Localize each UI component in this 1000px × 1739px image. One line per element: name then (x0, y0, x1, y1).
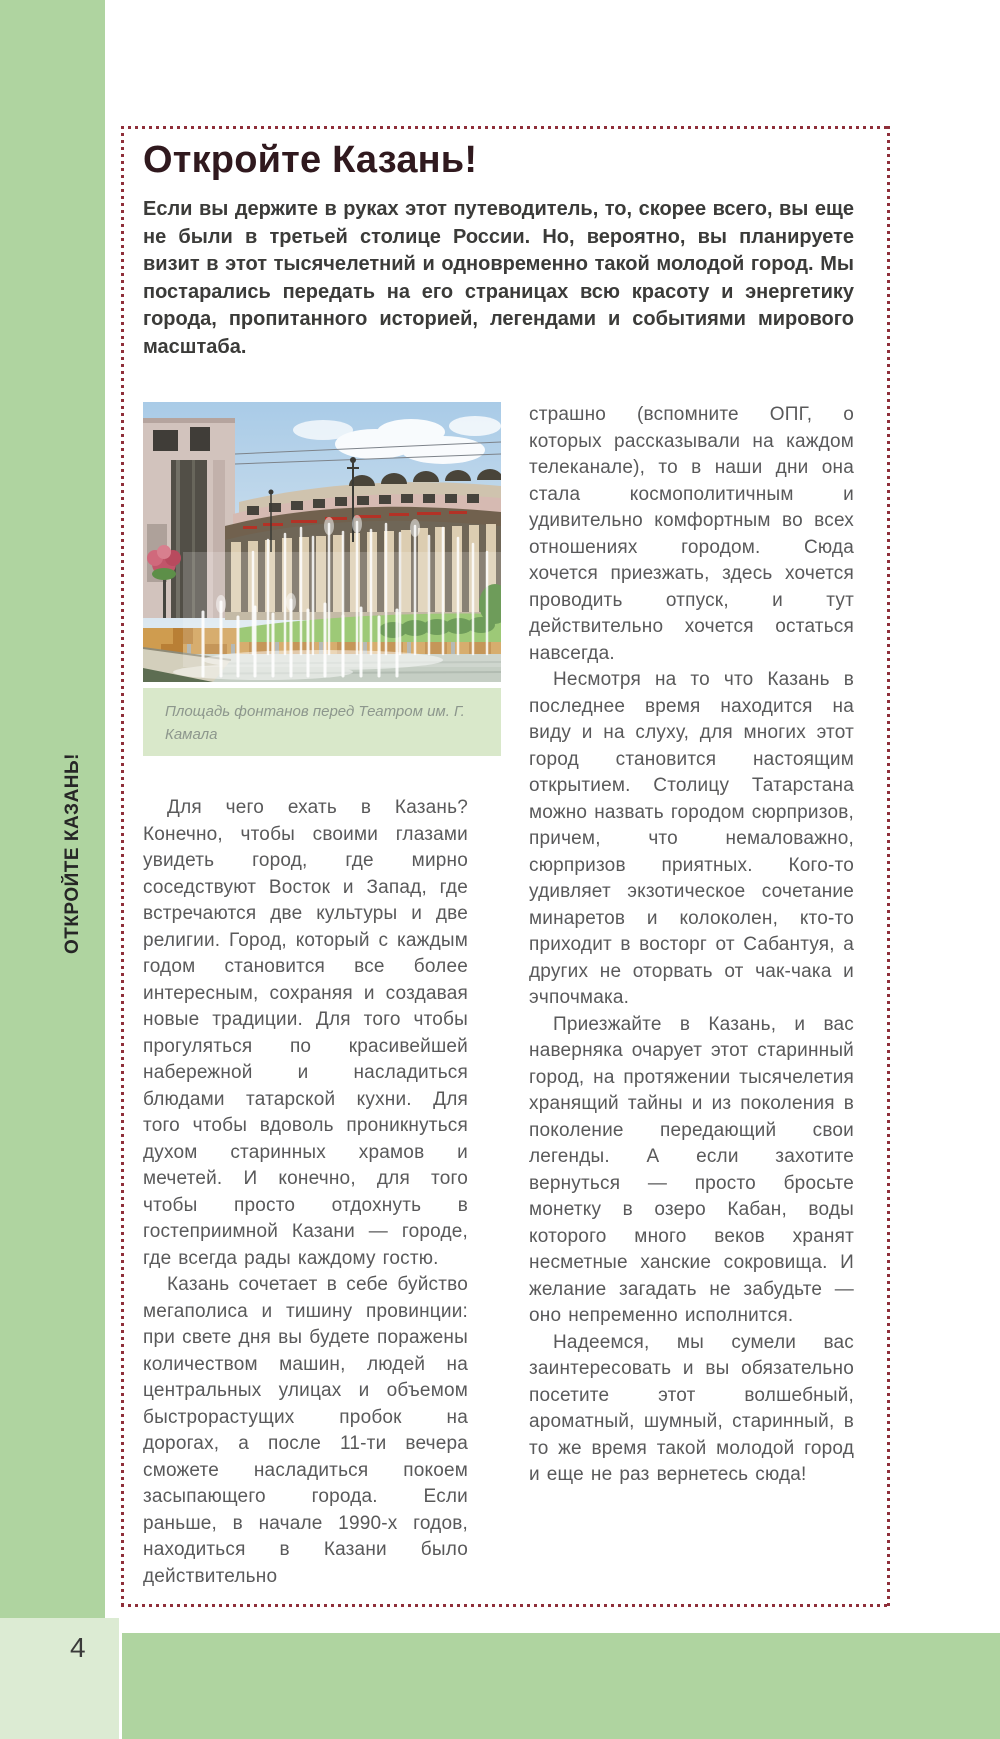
paragraph: Для чего ехать в Казань? Конечно, чтобы своими глазами увидеть город, где мирно соседствуют Восток и Запад, где встречаются две культуры и две религии. Город, который с каждым годом становится все более интересным, сохраняя и создавая новые традиции. Для того чтобы прогуляться по красивейшей набережной и насладиться блюдами татарской кухни. Для того чтобы вдоволь проникнуться духом старинных храмов и мечетей. И конечно, для того чтобы просто отдохнуть в гостеприимной Казани — городе, где всегда рады каждому гостю. (143, 797, 468, 1269)
footer-green-band (122, 1633, 1000, 1739)
paragraph: Приезжайте в Казань, и вас наверняка очарует этот старинный город, на протяжении тысячелетия хранящий тайны и из поколения в поколение передающий свои легенды. А если захотите вернуться — просто бросьте монетку в озеро Кабан, воды которого много веков хранят несметные ханские сокровища. И желание загадать не забудьте — оно непременно исполнится. (529, 1013, 854, 1326)
paragraph: Несмотря на то что Казань в последнее время находится на виду и на слуху, для многих этот город становится настоящим открытием. Столицу Татарстана можно назвать городом сюрпризов, причем, что немаловажно, сюрпризов приятных. Кого-то удивляет экзотическое сочетание минаретов и колоколен, кто-то приходит в восторг от Сабантуя, а других не оторвать от чак-чака и эчпочмака. (529, 669, 854, 1008)
paragraph: Казань сочетает в себе буйство мегаполиса и тишину провинции: при свете дня вы будете поражены количеством машин, людей на центральных улицах и объемом быстрорастущих пробок на дорогах, а после 11-ти вечера сможете насладиться покоем засыпающего города. Если раньше, в начале 1990-х годов, находиться в Казани было действительно (143, 1274, 468, 1587)
photo-caption: Площадь фонтанов перед Театром им. Г. Камала (143, 688, 501, 756)
article-title: Откройте Казань! (143, 139, 478, 181)
fountain-square-illustration (143, 402, 501, 682)
article-intro: Если вы держите в руках этот путеводитель, то, скорее всего, вы еще не были в третьей столице России. Но, вероятно, вы планируете визит в этот тысячелетний и одновременно такой молодой город. Мы постарались передать на его страницах всю красоту и энергетику города, пропитанного историей, легендами и событиями мирового масштаба. (143, 198, 854, 358)
article-container (121, 126, 890, 1607)
page-number: 4 (70, 1632, 86, 1663)
right-column (529, 402, 854, 1590)
fountain-square-photo (143, 402, 501, 682)
paragraph: страшно (вспомните ОПГ, о которых рассказывали на каждом телеканале), то в наши дни она стала космополитичным и удивительно комфортным во всех отношениях городом. Сюда хочется приезжать, здесь хочется проводить отпуск, и тут действительно хочется остаться навсегда. (529, 404, 854, 664)
left-column-text (143, 795, 468, 1590)
left-column (143, 402, 468, 1590)
photo-figure (143, 402, 501, 756)
sidebar-green-bar (0, 0, 105, 1618)
two-column-layout (143, 402, 854, 1590)
right-column-text (529, 402, 854, 1489)
paragraph: Надеемся, мы сумели вас заинтересовать и вы обязательно посетите этот волшебный, ароматный, шумный, старинный, в то же время такой молодой город и еще не раз вернетесь сюда! (529, 1331, 854, 1485)
page-number-box (0, 1618, 119, 1739)
sidebar-chapter-label: ОТКРОЙТЕ КАЗАНЬ! (62, 753, 83, 955)
